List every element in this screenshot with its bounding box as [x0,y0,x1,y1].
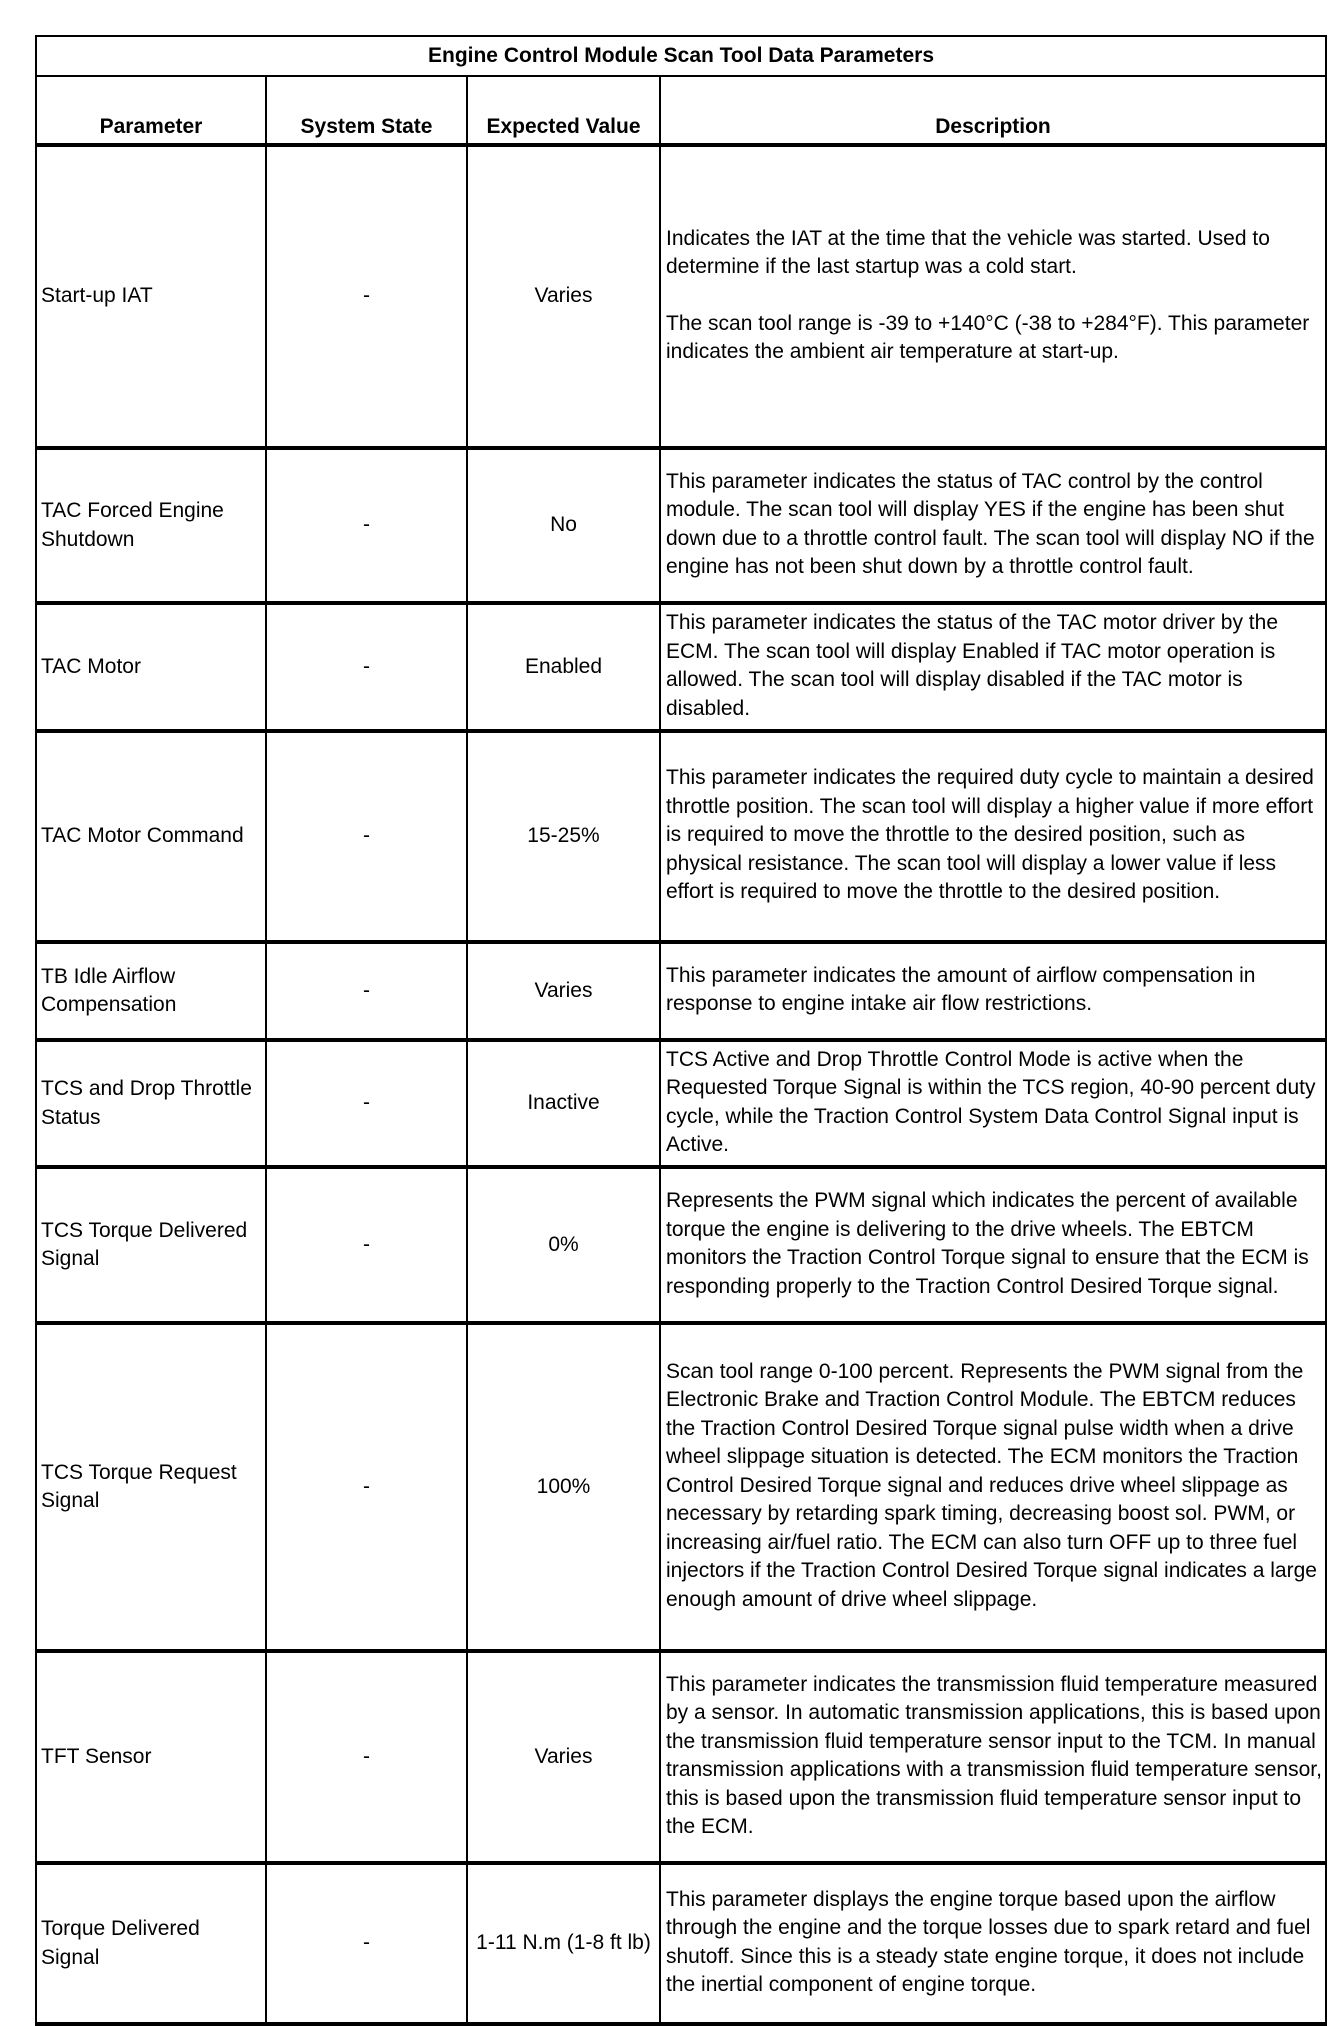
cell-expected-value: 100% [467,1323,660,1651]
header-parameter: Parameter [36,76,266,145]
scan-tool-data-table [35,35,1327,2026]
cell-expected-value: No [467,448,660,603]
cell-expected-value: 0% [467,1167,660,1323]
header-expected-value: Expected Value [467,76,660,145]
cell-parameter: TCS Torque Delivered Signal [36,1167,266,1323]
cell-parameter: TCS Torque Request Signal [36,1323,266,1651]
cell-parameter: TAC Motor [36,603,266,731]
table-row [36,1040,1326,1167]
cell-description [660,145,1326,448]
table-row [36,1323,1326,1651]
cell-expected-value: Varies [467,1651,660,1863]
description-paragraph: The scan tool range is -39 to +140°C (-38 to +284°F). This parameter indicates the ambient air temperature at start-up. [666,311,1310,363]
cell-parameter: TCS and Drop Throttle Status [36,1040,266,1167]
table-row [36,942,1326,1040]
description-paragraph: Indicates the IAT at the time that the vehicle was started. Used to determine if the last startup was a cold start. [666,226,1270,278]
description-paragraph: Scan tool range 0-100 percent. Represents the PWM signal from the Electronic Brake and Traction Control Module. The EBTCM reduces the Traction Control Desired Torque signal pulse width when a drive wheel slippage situation is detected. The ECM monitors the Traction Control Desired Torque signal and reduces drive wheel slippage as necessary by retarding spark timing, decreasing boost sol. PWM, or increasing air/fuel ratio. The ECM can also turn OFF up to three fuel injectors if the Traction Control Desired Torque signal indicates a large enough amount of drive wheel slippage. [666,1359,1317,1611]
cell-system-state: - [266,1323,467,1651]
cell-description [660,448,1326,603]
description-paragraph: This parameter indicates the amount of airflow compensation in response to engine intake air flow restrictions. [666,963,1256,1015]
description-paragraph: Represents the PWM signal which indicates the percent of available torque the engine is delivering to the drive wheels. The EBTCM monitors the Traction Control Torque signal to ensure that the ECM is responding properly to the Traction Control Desired Torque signal. [666,1189,1309,1298]
cell-parameter: Start-up IAT [36,145,266,448]
cell-parameter: TFT Sensor [36,1651,266,1863]
cell-system-state: - [266,448,467,603]
cell-system-state: - [266,1651,467,1863]
cell-expected-value: 15-25% [467,731,660,942]
description-paragraph: This parameter indicates the required duty cycle to maintain a desired throttle position. The scan tool will display a higher value if more effort is required to move the throttle to the desired position, such as physical resistance. The scan tool will display a lower value if less effort is required to move the throttle to the desired position. [666,766,1314,904]
table-row [36,1651,1326,1863]
table-row [36,731,1326,942]
description-paragraph: TCS Active and Drop Throttle Control Mode is active when the Requested Torque Signal is within the TCS region, 40-90 percent duty cycle, while the Traction Control System Data Control Signal input is Active. [666,1047,1316,1156]
description-paragraph: This parameter indicates the transmission fluid temperature measured by a sensor. In automatic transmission applications, this is based upon the transmission fluid temperature sensor input to the TCM. In manual transmission applications with a transmission fluid temperature sensor, this is based upon the transmission fluid temperature sensor input to the ECM. [666,1672,1322,1838]
header-system-state: System State [266,76,467,145]
cell-expected-value: Enabled [467,603,660,731]
cell-description [660,942,1326,1040]
cell-system-state: - [266,1167,467,1323]
cell-system-state: - [266,942,467,1040]
cell-description [660,1323,1326,1651]
cell-expected-value: Varies [467,942,660,1040]
description-paragraph: This parameter displays the engine torque based upon the airflow through the engine and the torque losses due to spark retard and fuel shutoff. Since this is a steady state engine torque, it does not include the inertial component of engine torque. [666,1887,1311,1996]
table-row [36,1167,1326,1323]
cell-system-state: - [266,1863,467,2024]
cell-system-state: - [266,1040,467,1167]
header-description: Description [660,76,1326,145]
cell-parameter: TB Idle Airflow Compensation [36,942,266,1040]
table-title: Engine Control Module Scan Tool Data Parameters [36,36,1326,76]
cell-description [660,603,1326,731]
cell-description [660,1167,1326,1323]
cell-description [660,1040,1326,1167]
cell-expected-value: Inactive [467,1040,660,1167]
cell-description [660,1651,1326,1863]
description-paragraph: This parameter indicates the status of TAC control by the control module. The scan tool will display YES if the engine has been shut down due to a throttle control fault. The scan tool will display NO if the engine has not been shut down by a throttle control fault. [666,469,1315,578]
cell-system-state: - [266,731,467,942]
cell-parameter: TAC Motor Command [36,731,266,942]
table-row [36,603,1326,731]
table-row [36,448,1326,603]
table-row [36,1863,1326,2024]
cell-parameter: Torque Delivered Signal [36,1863,266,2024]
cell-expected-value: Varies [467,145,660,448]
cell-parameter: TAC Forced Engine Shutdown [36,448,266,603]
cell-description [660,1863,1326,2024]
cell-system-state: - [266,603,467,731]
cell-description [660,731,1326,942]
description-paragraph: This parameter indicates the status of the TAC motor driver by the ECM. The scan tool will display Enabled if TAC motor operation is allowed. The scan tool will display disabled if the TAC motor is disabled. [666,611,1278,720]
cell-system-state: - [266,145,467,448]
table-row [36,145,1326,448]
cell-expected-value: 1-11 N.m (1-8 ft lb) [467,1863,660,2024]
